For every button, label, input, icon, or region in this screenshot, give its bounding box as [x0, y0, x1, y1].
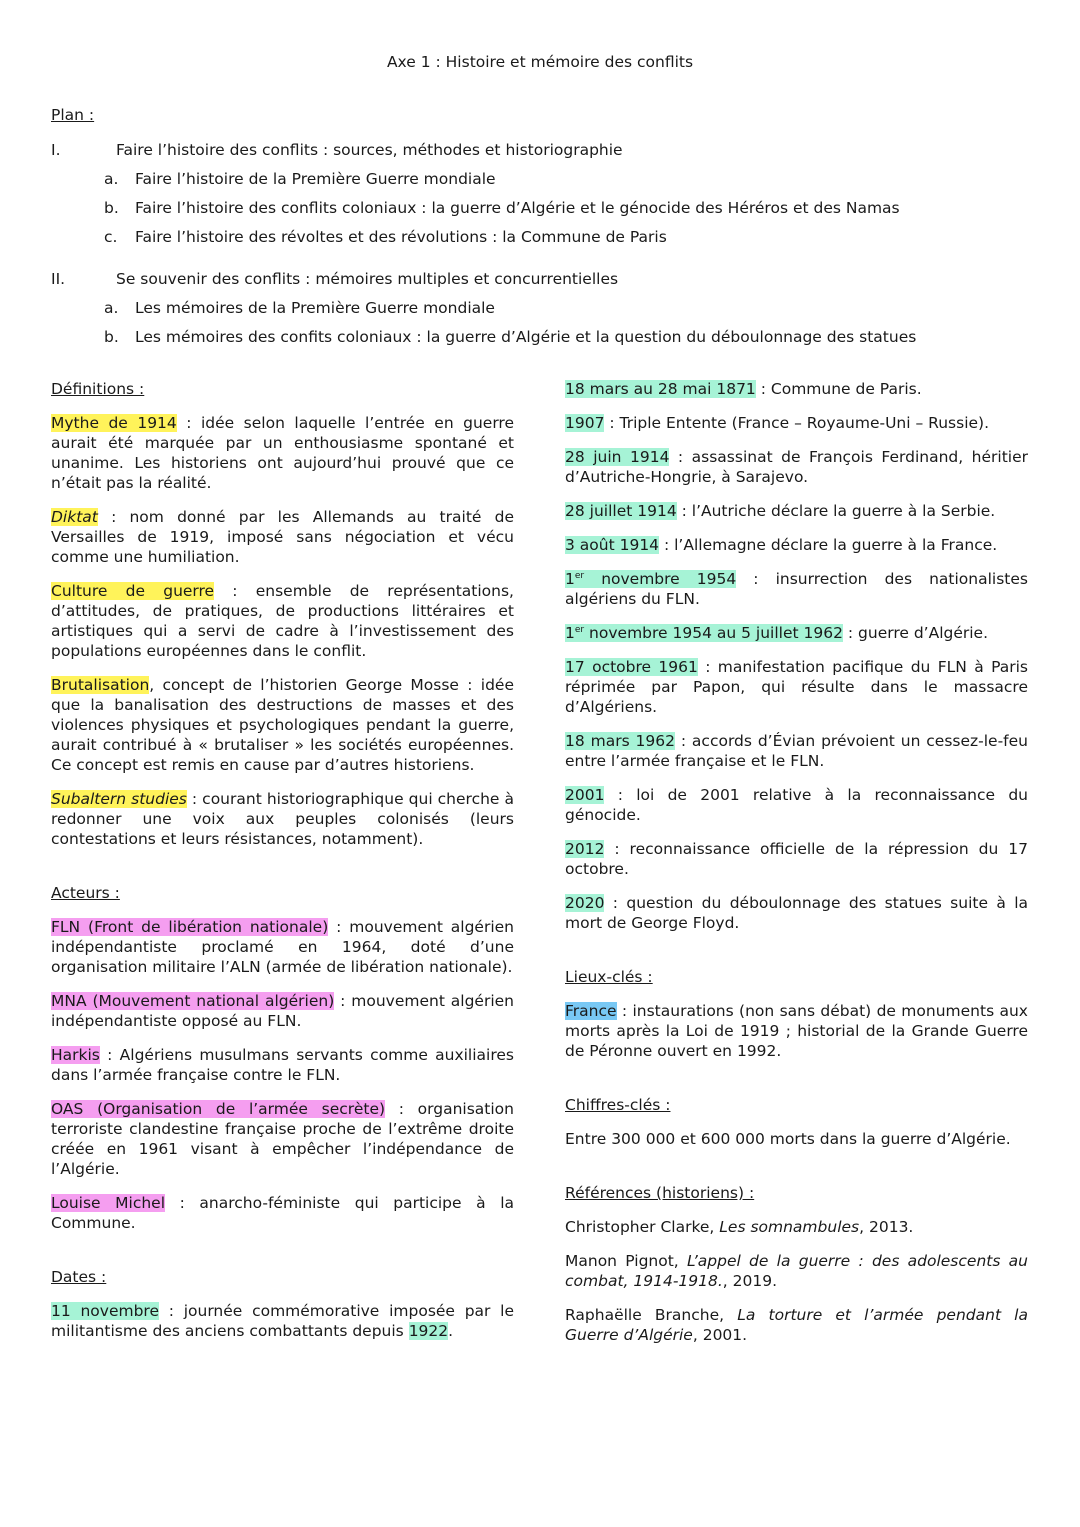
- term-highlight: 17 octobre 1961: [565, 658, 698, 676]
- term-highlight: Diktat: [51, 508, 98, 526]
- term-highlight: 1922: [408, 1322, 449, 1340]
- term-highlight: Harkis: [51, 1046, 100, 1064]
- term-highlight: Brutalisation: [51, 676, 150, 694]
- term-highlight: Mythe de 1914: [51, 414, 177, 432]
- plan-letter-1c: c.: [104, 228, 118, 246]
- chiffres-heading: Chiffres-clés :: [565, 1096, 671, 1114]
- term-highlight: 2001: [565, 786, 605, 804]
- acteur-mna: MNA (Mouvement national algérien) : mouvement algérien indépendantiste opposé au FLN.: [51, 992, 514, 1030]
- reference-pignot: Manon Pignot, L’appel de la guerre : des adolescents au combat, 1914-1918., 2019.: [565, 1252, 1028, 1290]
- date-item: 28 juillet 1914 : l’Autriche déclare la guerre à la Serbie.: [565, 502, 996, 520]
- date-item: 28 juin 1914 : assassinat de François Ferdinand, héritier d’Autriche-Hongrie, à Sarajevo.: [565, 448, 1028, 486]
- term-highlight: FLN (Front de libération nationale): [51, 918, 329, 936]
- definition-subaltern: Subaltern studies : courant historiographique qui cherche à redonner une voix aux peuples colonisés (leurs contestations et leurs résistances, notamment).: [51, 790, 514, 848]
- acteurs-heading: Acteurs :: [51, 884, 120, 902]
- plan-section-1: Faire l’histoire des conflits : sources, méthodes et historiographie: [116, 141, 623, 159]
- right-column: [565, 379, 1028, 1359]
- plan-num-1: I.: [51, 141, 61, 159]
- term-highlight: 1er novembre 1954 au 5 juillet 1962: [565, 624, 843, 642]
- plan-item-2a: Les mémoires de la Première Guerre mondiale: [135, 299, 495, 317]
- acteur-oas: OAS (Organisation de l’armée secrète) : organisation terroriste clandestine française proche de l’extrême droite créée en 1961 visant à empêcher l’indépendance de l’Algérie.: [51, 1100, 514, 1178]
- lieu-france: France : instaurations (non sans débat) de monuments aux morts après la Loi de 1919 ; historial de la Grande Guerre de Péronne ouvert en 1992.: [565, 1002, 1028, 1060]
- date-item: 3 août 1914 : l’Allemagne déclare la guerre à la France.: [565, 536, 998, 554]
- plan-letter-1b: b.: [104, 199, 119, 217]
- plan-item-1c: Faire l’histoire des révoltes et des révolutions : la Commune de Paris: [135, 228, 667, 246]
- term-highlight: 3 août 1914: [565, 536, 660, 554]
- term-highlight: 2020: [565, 894, 605, 912]
- date-item: 17 octobre 1961 : manifestation pacifique du FLN à Paris réprimée par Papon, qui résulte dans le massacre d’Algériens.: [565, 658, 1028, 716]
- plan-item-2b: Les mémoires des confits coloniaux : la guerre d’Algérie et la question du déboulonnage des statues: [135, 328, 917, 346]
- definition-culture: Culture de guerre : ensemble de représentations, d’attitudes, de pratiques, de productions littéraires et artistiques qui a servi de cadre à l’investissement des populations européennes dans le conflit.: [51, 582, 514, 660]
- date-item: 18 mars au 28 mai 1871 : Commune de Paris.: [565, 380, 922, 398]
- definition-mythe: Mythe de 1914 : idée selon laquelle l’entrée en guerre aurait été marquée par un enthousiasme spontané et unanime. Les historiens ont aujourd’hui prouvé que ce n’était pas la réalité.: [51, 414, 514, 492]
- date-item: 1er novembre 1954 : insurrection des nationalistes algériens du FLN.: [565, 570, 1028, 608]
- term-highlight: 1907: [565, 414, 605, 432]
- date-item: 18 mars 1962 : accords d’Évian prévoient un cessez-le-feu entre l’armée française et le FLN.: [565, 732, 1028, 770]
- term-highlight: 2012: [565, 840, 605, 858]
- date-item: 2012 : reconnaissance officielle de la répression du 17 octobre.: [565, 840, 1028, 878]
- acteur-louise-michel: Louise Michel : anarcho-féministe qui participe à la Commune.: [51, 1194, 514, 1232]
- definition-brutalisation: Brutalisation, concept de l’historien George Mosse : idée que la banalisation des destructions de masses et des violences physiques et psychologiques pendant la guerre, aurait contribué à « brutaliser » les sociétés européennes. Ce concept est remis en cause par d’autres historiens.: [51, 676, 514, 774]
- lieux-heading: Lieux-clés :: [565, 968, 653, 986]
- date-item: 1er novembre 1954 au 5 juillet 1962 : guerre d’Algérie.: [565, 624, 989, 642]
- date-item: 2020 : question du déboulonnage des statues suite à la mort de George Floyd.: [565, 894, 1028, 932]
- left-column: [51, 379, 514, 1355]
- dates-heading: Dates :: [51, 1268, 107, 1286]
- plan-letter-2b: b.: [104, 328, 119, 346]
- acteur-fln: FLN (Front de libération nationale) : mouvement algérien indépendantiste proclamé en 1964, doté d’une organisation militaire l’ALN (armée de libération nationale).: [51, 918, 515, 976]
- term-highlight: 11 novembre: [51, 1302, 159, 1320]
- references-heading: Références (historiens) :: [565, 1184, 755, 1202]
- definitions-heading: Définitions :: [51, 380, 145, 398]
- date-item: 2001 : loi de 2001 relative à la reconnaissance du génocide.: [565, 786, 1028, 824]
- plan-item-1a: Faire l’histoire de la Première Guerre mondiale: [135, 170, 496, 188]
- plan-num-2: II.: [51, 270, 66, 288]
- term-highlight: France: [565, 1002, 617, 1020]
- plan-letter-2a: a.: [104, 299, 119, 317]
- plan-section-2: Se souvenir des conflits : mémoires multiples et concurrentielles: [116, 270, 619, 288]
- term-highlight: Culture de guerre: [51, 582, 215, 600]
- plan-item-1b: Faire l’histoire des conflits coloniaux : la guerre d’Algérie et le génocide des Héréros et des Namas: [135, 199, 900, 217]
- term-highlight: 1er novembre 1954: [565, 570, 737, 588]
- term-highlight: 18 mars 1962: [565, 732, 675, 750]
- term-highlight: Subaltern studies: [51, 790, 187, 808]
- term-highlight: MNA (Mouvement national algérien): [51, 992, 335, 1010]
- term-highlight: Louise Michel: [51, 1194, 166, 1212]
- reference-branche: Raphaëlle Branche, La torture et l’armée pendant la Guerre d’Algérie, 2001.: [565, 1306, 1028, 1344]
- chiffre-algerie: Entre 300 000 et 600 000 morts dans la guerre d’Algérie.: [565, 1130, 1011, 1148]
- term-highlight: 28 juin 1914: [565, 448, 670, 466]
- date-item: 1907 : Triple Entente (France – Royaume-Uni – Russie).: [565, 414, 990, 432]
- date-11-novembre: 11 novembre : journée commémorative imposée par le militantisme des anciens combattants depuis 1922.: [51, 1302, 515, 1340]
- term-highlight: 28 juillet 1914: [565, 502, 677, 520]
- plan-letter-1a: a.: [104, 170, 119, 188]
- definition-diktat: Diktat : nom donné par les Allemands au traité de Versailles de 1919, imposé sans négociation et vécu comme une humiliation.: [51, 508, 514, 566]
- term-highlight: 18 mars au 28 mai 1871: [565, 380, 756, 398]
- plan-heading: Plan :: [51, 106, 95, 124]
- term-highlight: OAS (Organisation de l’armée secrète): [51, 1100, 386, 1118]
- page-title: Axe 1 : Histoire et mémoire des conflits: [386, 53, 694, 71]
- reference-clarke: Christopher Clarke, Les somnambules, 2013.: [565, 1218, 914, 1236]
- acteur-harkis: Harkis : Algériens musulmans servants comme auxiliaires dans l’armée française contre le FLN.: [51, 1046, 514, 1084]
